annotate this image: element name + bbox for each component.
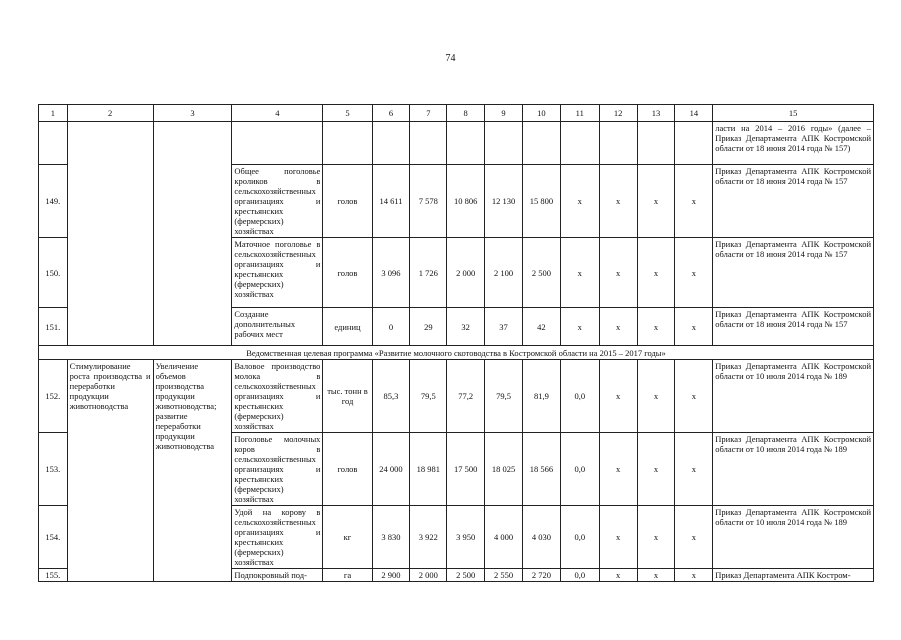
value-cell: 14 611 [372,165,410,238]
header-cell: 1 [39,105,68,122]
row-number: 150. [39,238,68,308]
unit-cell: тыс. тонн в год [323,360,372,433]
value-cell: 3 830 [372,506,410,569]
value-cell: 29 [410,308,447,346]
indicator-cell: Поголовье молочных коров в сельскохозяйственных организациях и крестьянских (фермерских) хозяйствах [232,433,323,506]
value-cell: 2 000 [447,238,485,308]
value-cell: х [560,238,599,308]
header-cell: 10 [522,105,560,122]
value-cell: 0,0 [560,433,599,506]
unit-cell: га [323,569,372,582]
value-cell: х [599,506,637,569]
value-cell: 79,5 [485,360,523,433]
value-cell: 2 000 [410,569,447,582]
value-cell: 17 500 [447,433,485,506]
header-cell: 4 [232,105,323,122]
value-cell: х [637,308,675,346]
indicator-cell: Общее поголовье кроликов в сельскохозяйственных организациях и крестьянских (фермерских) хозяйствах [232,165,323,238]
value-cell: 42 [522,308,560,346]
value-cell: 79,5 [410,360,447,433]
value-cell: х [637,433,675,506]
task-cell-continued [153,122,232,346]
header-row [39,105,874,122]
value-cell: 15 800 [522,165,560,238]
header-cell: 14 [675,105,713,122]
value-cell: х [637,238,675,308]
row-number: 151. [39,308,68,346]
header-cell: 8 [447,105,485,122]
value-cell: 4 000 [485,506,523,569]
header-cell: 7 [410,105,447,122]
value-cell: 0,0 [560,360,599,433]
header-cell: 3 [153,105,232,122]
source-cell: ласти на 2014 – 2016 годы» (далее – Приказ Департамента АПК Костромской области от 18 июня 2014 года № 157) [713,122,874,165]
value-cell: 2 100 [485,238,523,308]
row-number: 155. [39,569,68,582]
value-cell: х [599,165,637,238]
value-cell: х [599,308,637,346]
source-cell: Приказ Департамента АПК Костромской области от 18 июня 2014 года № 157 [713,165,874,238]
goal-cell-continued [67,122,153,346]
value-cell: 0 [372,308,410,346]
value-cell: 1 726 [410,238,447,308]
source-cell: Приказ Департамента АПК Костромской области от 18 июня 2014 года № 157 [713,308,874,346]
source-cell: Приказ Департамента АПК Костромской области от 10 июля 2014 года № 189 [713,360,874,433]
table-row [39,122,874,165]
value-cell: х [675,165,713,238]
source-cell: Приказ Департамента АПК Костромской области от 18 июня 2014 года № 157 [713,238,874,308]
section-title-row [39,346,874,360]
value-cell: 18 566 [522,433,560,506]
row-number: 153. [39,433,68,506]
value-cell: х [675,308,713,346]
value-cell: х [675,506,713,569]
value-cell: 2 500 [447,569,485,582]
indicator-cell: Создание дополнительных рабочих мест [232,308,323,346]
header-cell: 15 [713,105,874,122]
value-cell: х [560,165,599,238]
indicator-cell: Удой на корову в сельскохозяйственных организациях и крестьянских (фермерских) хозяйствах [232,506,323,569]
value-cell: х [637,569,675,582]
indicator-cell: Валовое производство молока в сельскохозяйственных организациях и крестьянских (фермерских) хозяйствах [232,360,323,433]
value-cell: х [599,433,637,506]
unit-cell: голов [323,165,372,238]
value-cell: 3 950 [447,506,485,569]
value-cell: х [599,360,637,433]
value-cell: х [637,165,675,238]
header-cell: 5 [323,105,372,122]
unit-cell: голов [323,433,372,506]
value-cell: х [599,569,637,582]
value-cell: 37 [485,308,523,346]
value-cell: 3 922 [410,506,447,569]
header-cell: 13 [637,105,675,122]
value-cell: 10 806 [447,165,485,238]
value-cell: 77,2 [447,360,485,433]
indicator-cell: Маточное поголовье в сельскохозяйственных организациях и крестьянских (фермерских) хозяйствах [232,238,323,308]
page-number: 74 [445,53,456,64]
value-cell: 32 [447,308,485,346]
value-cell: 2 550 [485,569,523,582]
header-cell: 2 [67,105,153,122]
source-cell: Приказ Департамента АПК Костром- [713,569,874,582]
value-cell: 81,9 [522,360,560,433]
value-cell: 0,0 [560,506,599,569]
unit-cell: голов [323,238,372,308]
value-cell: 2 720 [522,569,560,582]
source-cell: Приказ Департамента АПК Костромской области от 10 июля 2014 года № 189 [713,433,874,506]
section-title: Ведомственная целевая программа «Развитие молочного скотоводства в Костромской области на 2015 – 2017 годы» [39,346,874,360]
value-cell: 2 900 [372,569,410,582]
value-cell: х [637,360,675,433]
value-cell: х [675,238,713,308]
header-cell: 12 [599,105,637,122]
value-cell: 2 500 [522,238,560,308]
unit-cell: кг [323,506,372,569]
task-cell: Увеличение объемов производства продукции животноводства; развитие переработки продукции животноводства [153,360,232,582]
value-cell: х [675,569,713,582]
header-cell: 9 [485,105,523,122]
indicator-cell: Подпокровный под- [232,569,323,582]
value-cell: 7 578 [410,165,447,238]
value-cell: х [560,308,599,346]
header-cell: 11 [560,105,599,122]
row-number: 149. [39,165,68,238]
source-cell: Приказ Департамента АПК Костромской области от 10 июля 2014 года № 189 [713,506,874,569]
header-cell: 6 [372,105,410,122]
value-cell: 4 030 [522,506,560,569]
table-row [39,360,874,433]
row-number: 154. [39,506,68,569]
value-cell: 24 000 [372,433,410,506]
value-cell: 85,3 [372,360,410,433]
value-cell: 18 025 [485,433,523,506]
value-cell: х [637,506,675,569]
value-cell: 0,0 [560,569,599,582]
value-cell: х [599,238,637,308]
goal-cell: Стимулирование роста производства и переработки продукции животноводства [67,360,153,582]
value-cell: х [675,433,713,506]
value-cell: 12 130 [485,165,523,238]
value-cell: х [675,360,713,433]
indicators-table [38,104,874,582]
unit-cell: единиц [323,308,372,346]
row-number: 152. [39,360,68,433]
value-cell: 18 981 [410,433,447,506]
value-cell: 3 096 [372,238,410,308]
